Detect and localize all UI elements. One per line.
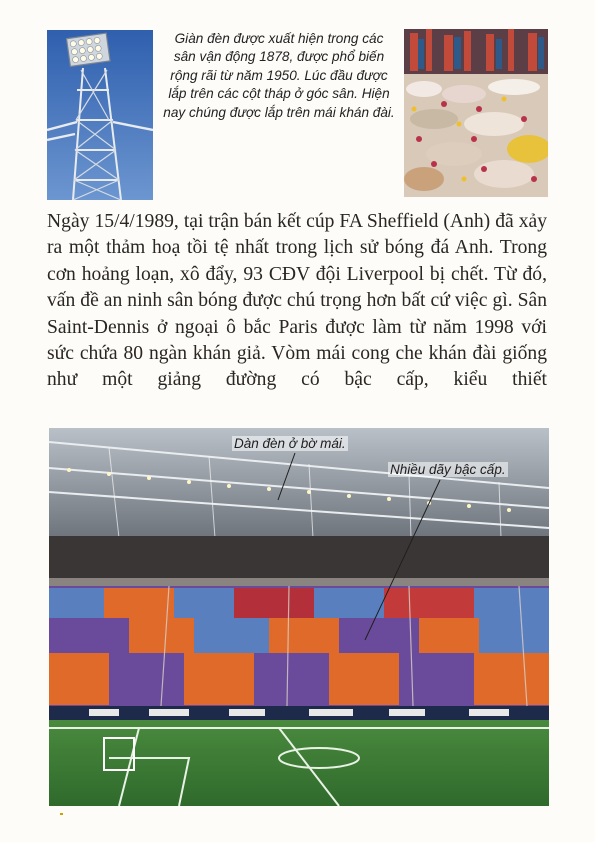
body-paragraph: Ngày 15/4/1989, tại trận bán kết cúp FA Sheffield (Anh) đã xảy ra một thảm hoạ tồi tệ nhất trong lịch sử bóng đá Anh. Trong cơn hoảng loạn, xô đẩy, 93 CĐV đội Liverpool bị chết. Từ đó, vấn đề an ninh sân bóng được chú trọng hơn bất cứ việc gì. Sân Saint-Dennis ở ngoại ô bắc Paris được làm từ năm 1998 với sức chứa 80 ngàn khán giả. Vòm mái cong che khán đài giống như một giảng đường có bậc cấp, kiểu thiết [47,211,547,391]
memorial-flowers-photo [404,29,548,197]
floodlight-tower-photo [47,30,153,200]
annotation-floodlights: Dàn đèn ở bờ mái. [234,436,346,451]
stadium-photo [49,428,549,806]
page-mark [60,813,63,815]
annotation-tiers: Nhiều dãy bậc cấp. [390,462,506,477]
photo-caption: Giàn đèn được xuất hiện trong các sân vận động 1878, được phổ biến rộng rãi từ năm 1950. Lúc đầu được lắp trên các cột tháp ở góc sân. Hiện nay chúng được lắp trên mái khán đài. [163,31,395,120]
